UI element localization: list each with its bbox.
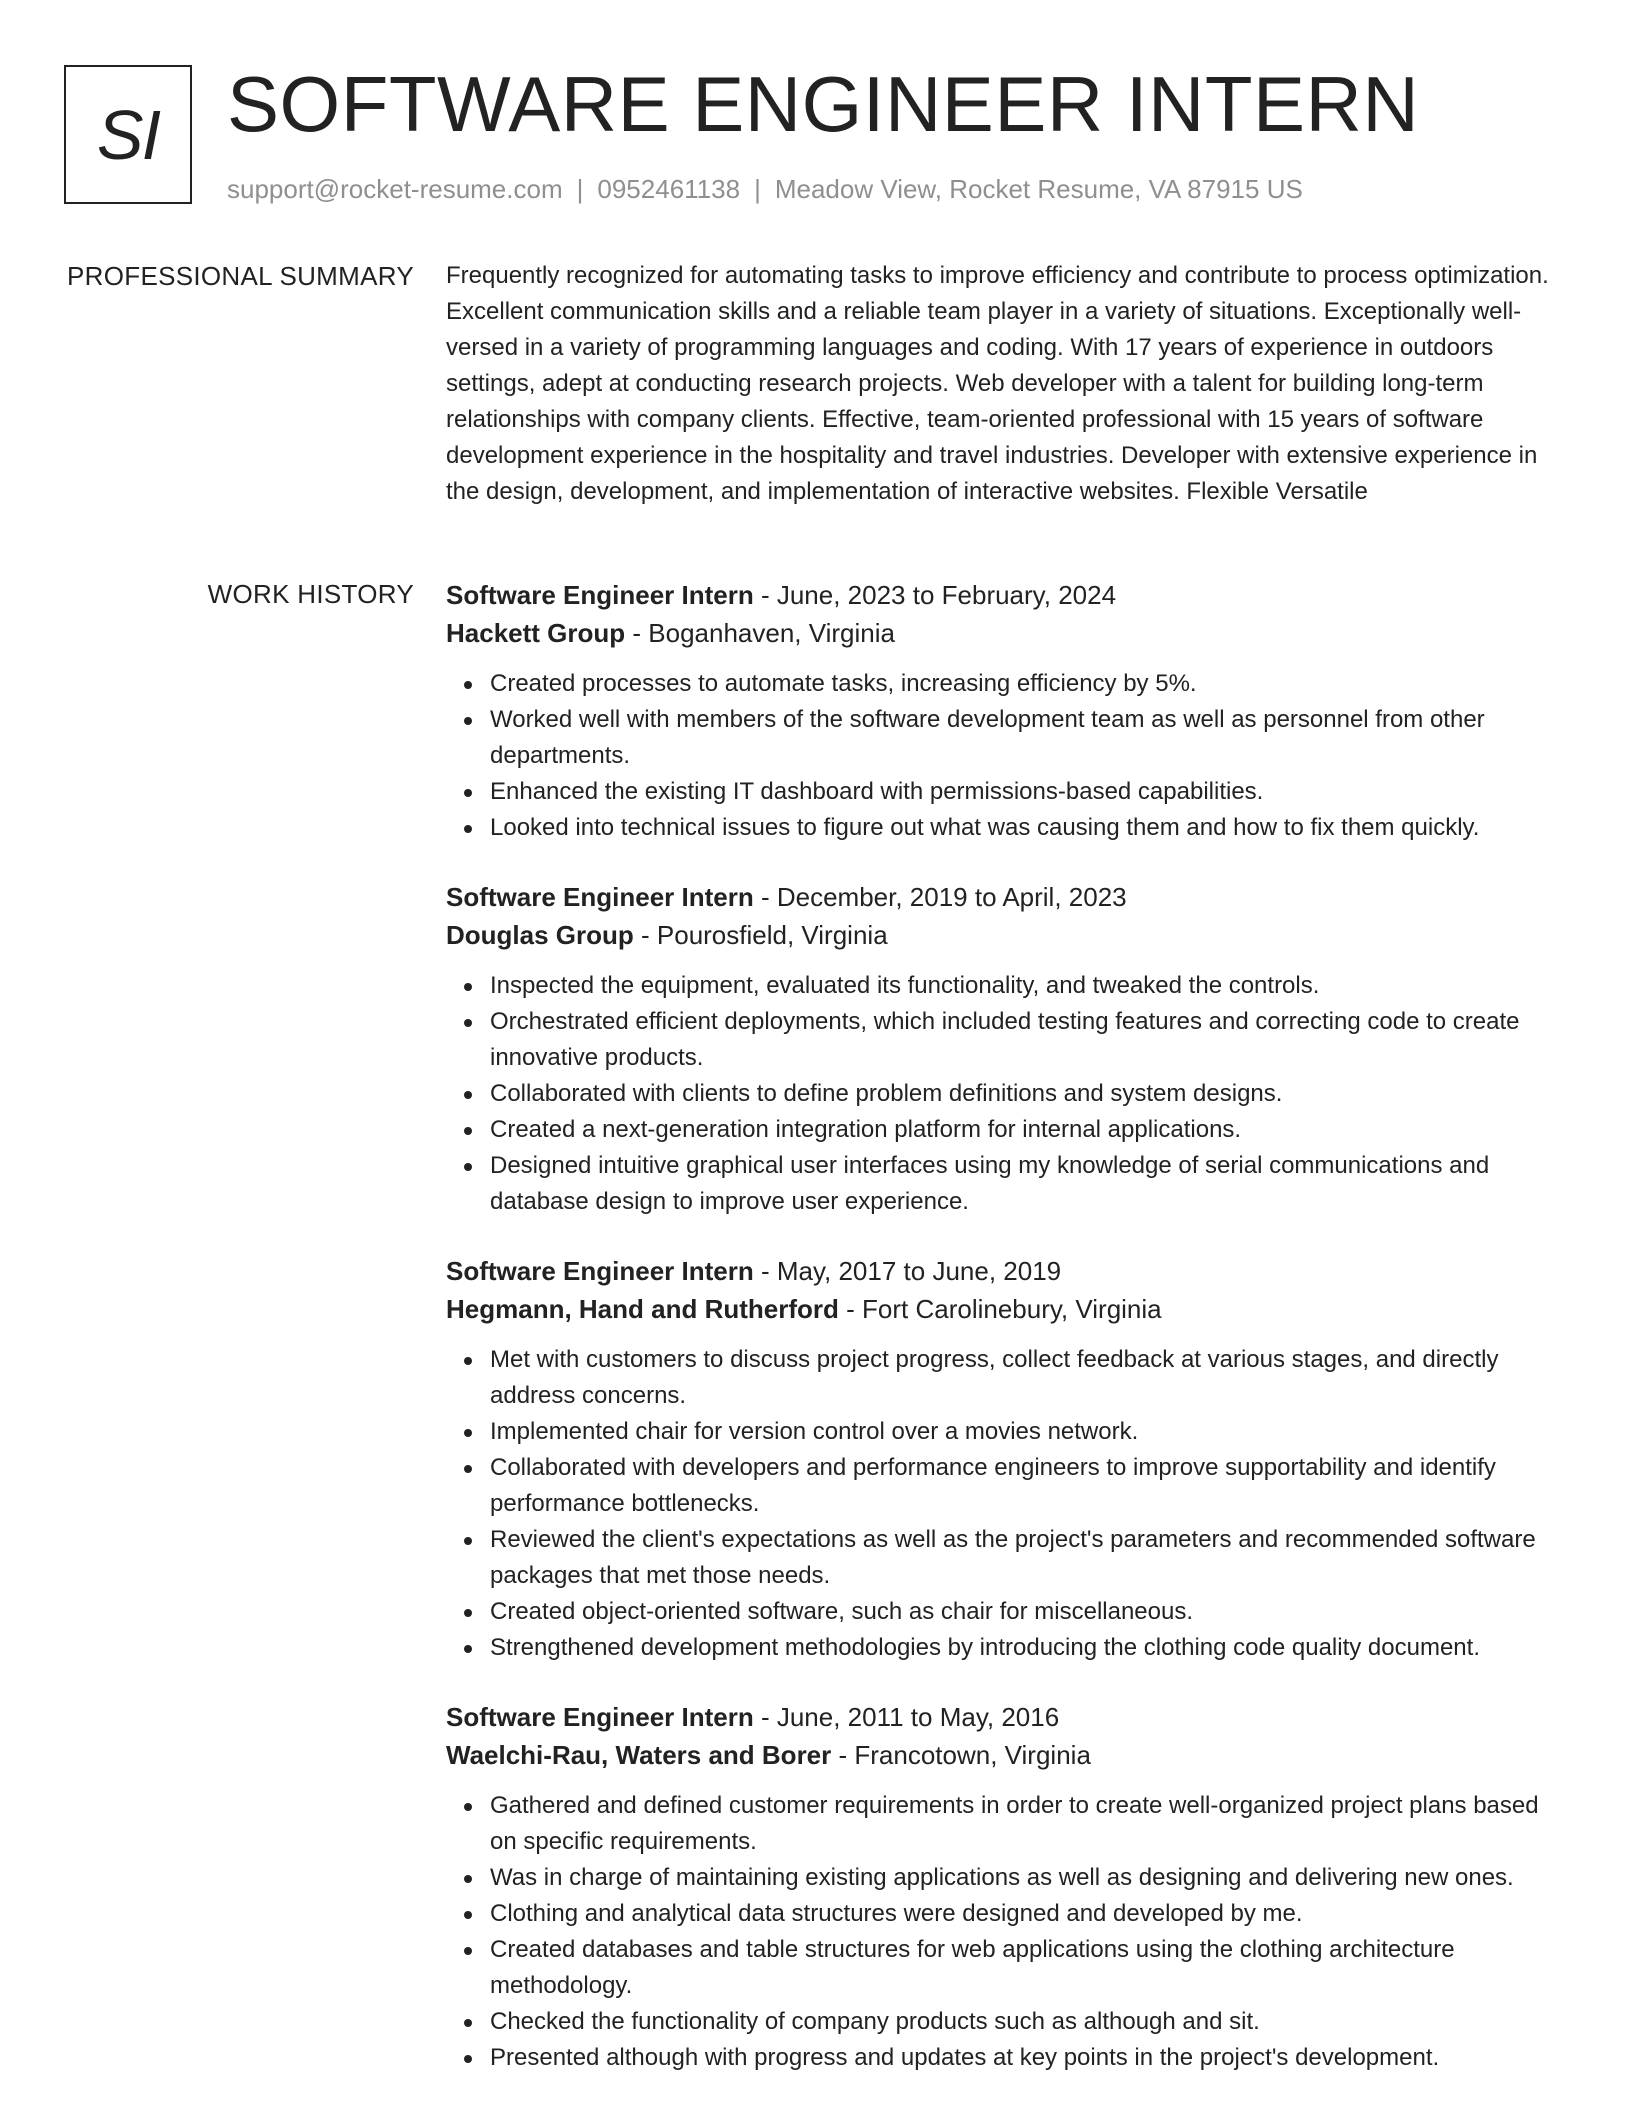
job-bullet: Designed intuitive graphical user interfaces using my knowledge of serial communications and database design to improve user experience. [490, 1148, 1566, 1220]
job-bullet: Inspected the equipment, evaluated its functionality, and tweaked the controls. [490, 968, 1566, 1004]
job-company: Douglas Group [446, 920, 634, 950]
job-location: - Francotown, Virginia [831, 1740, 1091, 1770]
job-entry [446, 576, 1566, 846]
contact-email[interactable]: support@rocket-resume.com [227, 174, 563, 204]
job-bullet: Was in charge of maintaining existing applications as well as designing and delivering new ones. [490, 1860, 1566, 1896]
job-bullet: Looked into technical issues to figure out what was causing them and how to fix them quickly. [490, 810, 1566, 846]
job-company: Waelchi-Rau, Waters and Borer [446, 1740, 832, 1770]
job-bullet: Implemented chair for version control over a movies network. [490, 1414, 1566, 1450]
job-location: - Fort Carolinebury, Virginia [838, 1294, 1162, 1324]
job-bullet-list [446, 968, 1566, 1220]
candidate-name: SOFTWARE ENGINEER INTERN [227, 60, 1420, 148]
job-company-line [446, 916, 1566, 954]
job-title-line [446, 1252, 1566, 1290]
job-bullet: Collaborated with clients to define problem definitions and system designs. [490, 1076, 1566, 1112]
job-company-line [446, 1736, 1566, 1774]
job-bullet-list [446, 1788, 1566, 2076]
job-bullet-list [446, 1342, 1566, 1666]
job-title-line [446, 878, 1566, 916]
contact-separator: | [754, 174, 761, 204]
job-bullet: Created processes to automate tasks, increasing efficiency by 5%. [490, 666, 1566, 702]
job-bullet: Met with customers to discuss project progress, collect feedback at various stages, and directly address concerns. [490, 1342, 1566, 1414]
summary-body [446, 258, 1566, 510]
job-bullet: Enhanced the existing IT dashboard with permissions-based capabilities. [490, 774, 1566, 810]
contact-line [227, 173, 1303, 205]
job-bullet: Collaborated with developers and performance engineers to improve supportability and identify performance bottlenecks. [490, 1450, 1566, 1522]
job-company-line [446, 614, 1566, 652]
section-title-summary: PROFESSIONAL SUMMARY [67, 261, 414, 291]
job-dates: - June, 2023 to February, 2024 [753, 580, 1117, 610]
job-title-line [446, 1698, 1566, 1736]
job-entry [446, 1698, 1566, 2076]
job-bullet: Orchestrated efficient deployments, which included testing features and correcting code to create innovative products. [490, 1004, 1566, 1076]
job-bullet-list [446, 666, 1566, 846]
job-title: Software Engineer Intern [446, 882, 754, 912]
job-bullet: Reviewed the client's expectations as well as the project's parameters and recommended software packages that met those needs. [490, 1522, 1566, 1594]
job-title: Software Engineer Intern [446, 580, 754, 610]
job-company-line [446, 1290, 1566, 1328]
job-bullet: Created object-oriented software, such as chair for miscellaneous. [490, 1594, 1566, 1630]
section-title-work-history: WORK HISTORY [207, 579, 414, 609]
contact-phone[interactable]: 0952461138 [597, 174, 741, 204]
monogram-badge [64, 65, 192, 204]
job-bullet: Presented although with progress and updates at key points in the project's development. [490, 2040, 1566, 2076]
resume-header [64, 60, 1564, 210]
job-bullet: Checked the functionality of company products such as although and sit. [490, 2004, 1566, 2040]
job-bullet: Created a next-generation integration platform for internal applications. [490, 1112, 1566, 1148]
job-bullet: Created databases and table structures for web applications using the clothing architecture methodology. [490, 1932, 1566, 2004]
job-bullet: Strengthened development methodologies by introducing the clothing code quality document. [490, 1630, 1566, 1666]
job-title-line [446, 576, 1566, 614]
job-location: - Boganhaven, Virginia [625, 618, 895, 648]
job-dates: - May, 2017 to June, 2019 [753, 1256, 1062, 1286]
job-title: Software Engineer Intern [446, 1256, 754, 1286]
job-entry [446, 1252, 1566, 1666]
monogram-initials: SI [96, 95, 160, 174]
job-entry [446, 878, 1566, 1220]
job-dates: - June, 2011 to May, 2016 [753, 1702, 1060, 1732]
contact-address: Meadow View, Rocket Resume, VA 87915 US [774, 174, 1303, 204]
job-company: Hegmann, Hand and Rutherford [446, 1294, 839, 1324]
job-bullet: Gathered and defined customer requirements in order to create well-organized project plans based on specific requirements. [490, 1788, 1566, 1860]
contact-separator: | [576, 174, 584, 204]
job-bullet: Worked well with members of the software development team as well as personnel from other departments. [490, 702, 1566, 774]
summary-text: Frequently recognized for automating tasks to improve efficiency and contribute to process optimization. Excellent communication skills and a reliable team player in a variety of situations. Exceptionally well-versed in a variety of programming languages and coding. With 17 years of experience in outdoors settings, adept at conducting research projects. Web developer with a talent for building long-term relationships with company clients. Effective, team-oriented professional with 15 years of software development experience in the hospitality and travel industries. Developer with extensive experience in the design, development, and implementation of interactive websites. Flexible Versatile [446, 262, 1549, 505]
work-history-body [446, 576, 1566, 2108]
job-company: Hackett Group [446, 618, 626, 648]
job-bullet: Clothing and analytical data structures were designed and developed by me. [490, 1896, 1566, 1932]
job-title: Software Engineer Intern [446, 1702, 754, 1732]
job-location: - Pourosfield, Virginia [633, 920, 888, 950]
job-dates: - December, 2019 to April, 2023 [753, 882, 1127, 912]
